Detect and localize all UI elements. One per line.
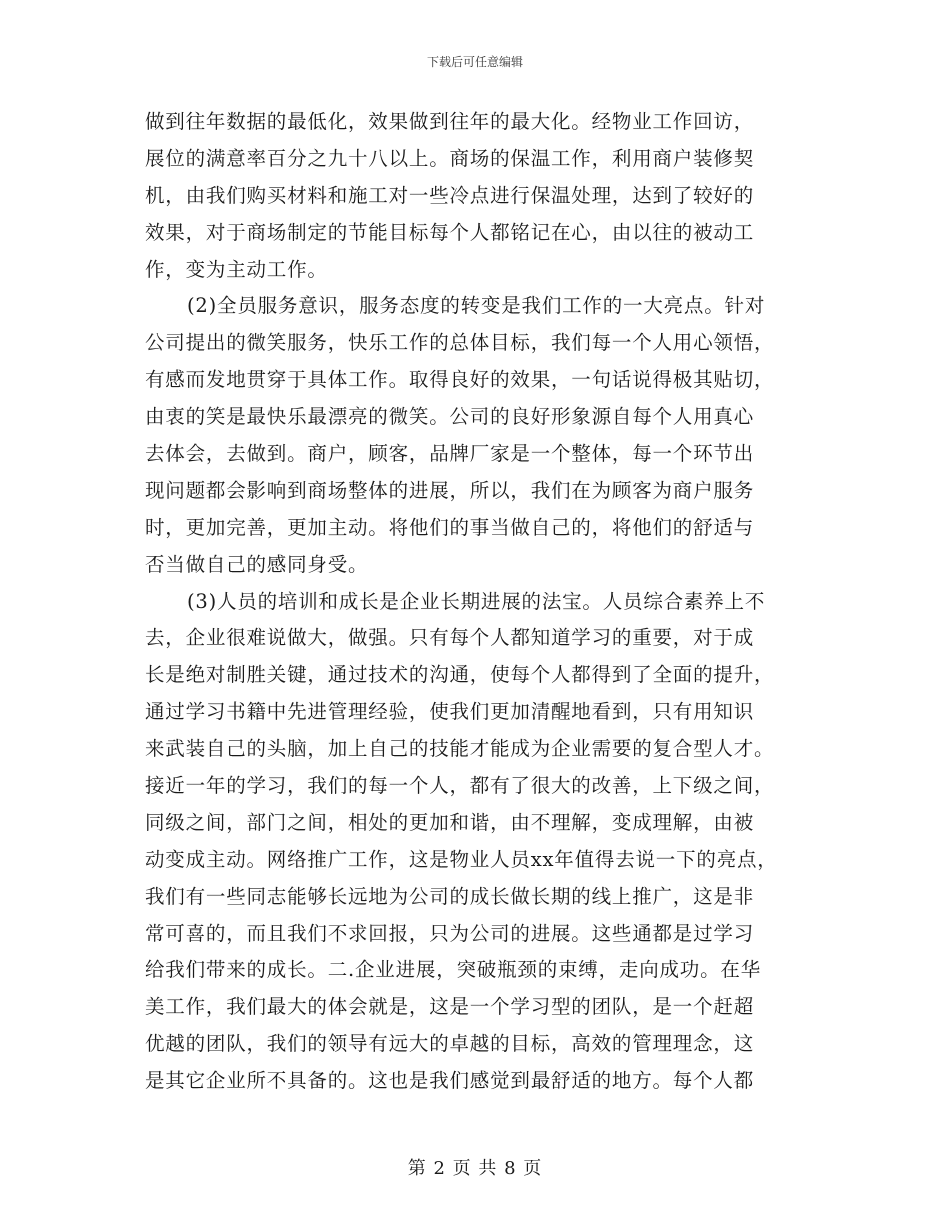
text-line: 同级之间，部门之间，相处的更加和谐，由不理解，变成理解，由被 [145, 810, 755, 834]
text-line: 通过学习书籍中先进管理经验，使我们更加清醒地看到，只有用知识 [145, 700, 755, 724]
text-line: 常可喜的，而且我们不求回报，只为公司的进展。这些通都是过学习 [145, 921, 755, 945]
text-line: 优越的团队，我们的领导有远大的卓越的目标，高效的管理理念，这 [145, 1032, 755, 1056]
text-line: 去，企业很难说做大，做强。只有每个人都知道学习的重要，对于成 [145, 626, 755, 650]
text-line: 否当做自己的感同身受。 [145, 552, 369, 576]
text-line: 来武装自己的头脑，加上自己的技能才能成为企业需要的复合型人才。 [145, 737, 775, 761]
text-line: 去体会，去做到。商户，顾客，品牌厂家是一个整体，每一个环节出 [145, 442, 755, 466]
text-line: 展位的满意率百分之九十八以上。商场的保温工作，利用商户装修契 [145, 146, 755, 170]
paragraph-start-line: (2)全员服务意识，服务态度的转变是我们工作的一大亮点。针对 [187, 294, 766, 318]
text-line: 长是绝对制胜关键，通过技术的沟通，使每个人都得到了全面的提升， [145, 663, 775, 687]
text-line: 做到往年数据的最低化，效果做到往年的最大化。经物业工作回访， [145, 110, 755, 133]
page-number: 第 2 页 共 8 页 [407, 1158, 543, 1179]
text-line: 我们有一些同志能够长远地为公司的成长做长期的线上推广，这是非 [145, 884, 755, 908]
text-line: 效果，对于商场制定的节能目标每个人都铭记在心，由以往的被动工 [145, 220, 755, 244]
text-line: 由衷的笑是最快乐最漂亮的微笑。公司的良好形象源自每个人用真心 [145, 405, 755, 429]
text-line: 接近一年的学习，我们的每一个人，都有了很大的改善，上下级之间， [145, 774, 775, 798]
text-line: 公司提出的微笑服务，快乐工作的总体目标，我们每一个人用心领悟， [145, 331, 775, 355]
text-line: 是其它企业所不具备的。这也是我们感觉到最舒适的地方。每个人都 [145, 1069, 755, 1093]
text-line: 时，更加完善，更加主动。将他们的事当做自己的，将他们的舒适与 [145, 515, 755, 539]
page-header: 下载后可任意编辑 [426, 55, 523, 69]
paragraph-start-line: (3)人员的培训和成长是企业长期进展的法宝。人员综合素养上不 [187, 589, 766, 613]
document-body [145, 104, 815, 1100]
text-line: 机，由我们购买材料和施工对一些冷点进行保温处理，达到了较好的 [145, 183, 755, 207]
text-line: 现问题都会影响到商场整体的进展，所以，我们在为顾客为商户服务 [145, 478, 755, 502]
text-line: 动变成主动。网络推广工作，这是物业人员xx年值得去说一下的亮点， [145, 847, 778, 871]
text-line: 作，变为主动工作。 [145, 257, 328, 281]
text-line: 有感而发地贯穿于具体工作。取得良好的效果，一句话说得极其贴切， [145, 368, 775, 392]
text-line: 美工作，我们最大的体会就是，这是一个学习型的团队，是一个赶超 [145, 995, 755, 1019]
text-line: 给我们带来的成长。二.企业进展，突破瓶颈的束缚，走向成功。在华 [145, 958, 761, 982]
